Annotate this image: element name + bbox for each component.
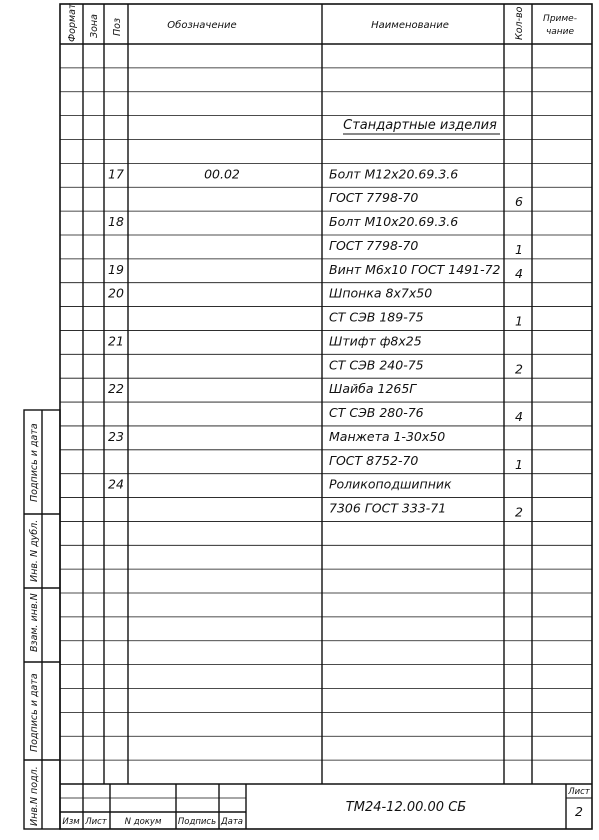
row-name: Роликоподшипник [329,476,452,492]
row-qty: 1 [515,456,523,472]
row-pos: 20 [108,285,124,301]
row-pos: 23 [108,428,124,444]
row-name: Болт М10х20.69.3.6 [329,214,459,230]
title-sheet-label: Лист [568,787,590,797]
title-sheet-number: 2 [575,804,583,819]
title-block-text [62,787,590,827]
row-qty: 1 [515,241,523,257]
row-pos: 18 [108,214,124,230]
table-row [329,357,523,376]
table-row [329,310,523,329]
row-name: ГОСТ 7798-70 [329,237,419,253]
row-name: ГОСТ 7798-70 [329,190,419,206]
row-name: СТ СЭВ 280-76 [329,405,424,421]
title-data: Дата [220,817,244,827]
row-qty: 2 [515,504,523,520]
row-qty: 4 [515,265,523,281]
title-podpis: Подпись [177,817,217,827]
row-lines [60,68,592,760]
row-name: СТ СЭВ 189-75 [329,309,424,325]
row-name: 7306 ГОСТ 333-71 [329,500,447,516]
header-zone: Зона [89,14,100,38]
title-n-dokum: N докум [124,817,162,827]
table-row [108,429,445,444]
header-note-line1: Приме- [543,14,577,24]
row-designation: 00.02 [204,166,240,182]
table-row [108,477,452,492]
side-label-sign-date-2: Подпись и дата [29,673,40,752]
row-pos: 22 [108,381,124,397]
row-name: СТ СЭВ 240-75 [329,357,424,373]
table-row [108,333,422,348]
header-note-line2: чание [545,27,575,37]
row-qty: 1 [515,313,523,329]
header-format: Формат [67,3,78,42]
row-pos: 19 [108,261,124,277]
header-designation: Обозначение [167,20,237,31]
section-title: Стандартные изделия [343,118,497,133]
header-name: Наименование [371,20,449,31]
table-body [108,166,523,519]
table-row [329,190,523,209]
side-label-inv-dubl: Инв. N дубл. [29,519,40,582]
section-heading [343,118,500,134]
frame-lines [60,4,592,829]
header-qty: Кол-во [514,6,525,40]
header-pos: Поз [112,17,123,36]
row-name: Манжета 1-30х50 [329,428,446,444]
title-list: Лист [85,817,107,827]
side-label-sign-date-1: Подпись и дата [29,423,40,502]
row-pos: 24 [108,476,124,492]
side-labels [29,423,40,826]
row-name: ГОСТ 8752-70 [329,452,419,468]
row-pos: 21 [108,333,124,349]
side-label-inv-podl: Инв.N подл. [29,766,40,826]
side-label-vzam-inv: Взам. инв.N [29,593,40,652]
row-name: Винт М6х10 ГОСТ 1491-72 [329,261,501,277]
row-name: Болт М12х20.69.3.6 [329,166,459,182]
row-qty: 4 [515,409,523,425]
title-document-code: ТМ24-12.00.00 СБ [345,800,467,815]
row-name: Штифт ф8х25 [329,333,422,349]
table-row [329,405,523,424]
row-qty: 6 [515,194,523,210]
title-izm: Изм [62,817,80,827]
row-pos: 17 [108,166,124,182]
table-row [108,262,523,281]
table-row [108,381,417,396]
table-row [108,286,432,301]
row-qty: 2 [515,361,523,377]
row-name: Шпонка 8х7х50 [329,285,433,301]
table-row [108,214,458,229]
table-row [329,501,523,520]
table-row [329,238,523,257]
table-row [329,453,523,472]
table-row [108,166,458,181]
row-name: Шайба 1265Г [329,381,417,397]
